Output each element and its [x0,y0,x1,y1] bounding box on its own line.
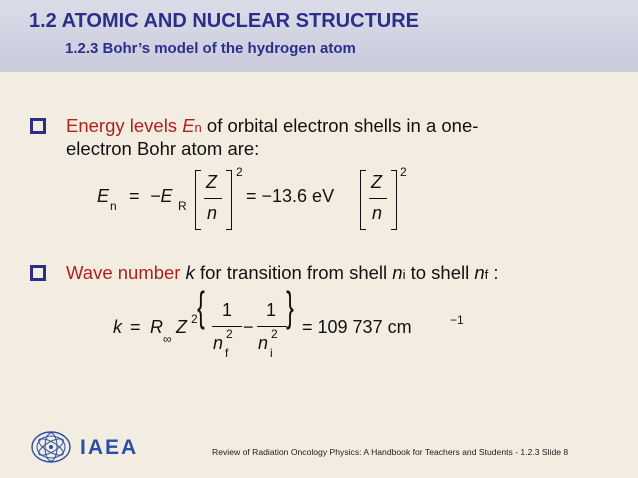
slide-footer: Review of Radiation Oncology Physics: A Handbook for Teachers and Students - 1.2.3 Slide 8 [212,447,569,457]
bullet-2-lead: Wave number [66,262,186,283]
eq2-right-brace: } [286,283,294,330]
slide-title: 1.2 ATOMIC AND NUCLEAR STRUCTURE [29,10,420,32]
eq1-equals: = [129,186,140,206]
eq2-nf-square: 2 [226,327,233,341]
eq2-Z-square: 2 [191,312,198,326]
energy-symbol: E [182,115,195,136]
eq1-value: = −13.6 eV [246,186,335,206]
eq1-n-denominator-2: n [372,203,383,223]
iaea-logo-text: IAEA [80,436,139,459]
eq2-value: = 109 737 cm [302,317,412,337]
nf-symbol: n [474,262,485,283]
eq1-fraction-line-2 [369,198,387,199]
eq2-exponent: −1 [450,313,464,327]
bullet-1-rest: of orbital electron shells in a one- [201,115,479,136]
eq1-Z-2: Z [371,172,382,192]
eq1-E: E [97,186,110,206]
eq2-left-brace: { [197,283,205,330]
eq2-numerator-2: 1 [266,300,277,320]
ni-symbol: n [392,262,403,283]
bullet-1-line2: electron Bohr atom are: [66,138,260,159]
eq1-Z: Z [206,172,217,192]
eq2-ni-sub: i [270,346,273,360]
eq1-right-bracket-2 [391,170,397,230]
slide-header [0,0,638,72]
eq2-infinity-sub: ∞ [163,332,172,346]
iaea-logo-icon [30,430,72,464]
eq1-left-bracket-2 [360,170,366,230]
eq1-n-sub: n [110,199,117,213]
eq1-left-bracket [195,170,201,230]
eq1-square: 2 [236,165,243,179]
bullet-1-lead: Energy levels [66,115,183,136]
eq2-nf: n [213,333,224,353]
eq2-ni: n [258,333,269,353]
eq2-numerator-1: 1 [222,300,233,320]
slide-subtitle: 1.2.3 Bohr’s model of the hydrogen atom [65,40,356,57]
nf-subscript: f [484,267,489,282]
bullet-2-mid: for transition from shell [194,262,393,283]
eq2-minus: − [243,317,254,337]
bullet-2-text [66,261,636,286]
eq1-R-sub: R [178,199,187,213]
eq1-minus-ER: −E [150,186,173,206]
bullet-2-to: to shell [405,262,475,283]
eq1-square-2: 2 [400,165,407,179]
energy-subscript: n [194,120,202,135]
eq2-Z: Z [176,317,187,337]
eq2-R: R [150,317,163,337]
eq1-right-bracket [226,170,232,230]
eq2-ni-square: 2 [271,327,278,341]
ni-subscript: i [402,267,406,282]
eq2-k: k [113,317,122,337]
eq1-n-denominator: n [207,203,218,223]
bullet-checkbox-1 [30,118,46,134]
eq1-fraction-line [204,198,222,199]
bullet-1-text [66,114,626,139]
eq2-equals: = [130,317,141,337]
bullet-2-colon: : [488,262,499,283]
k-symbol: k [185,262,195,283]
bullet-checkbox-2 [30,265,46,281]
eq2-nf-sub: f [225,346,229,360]
